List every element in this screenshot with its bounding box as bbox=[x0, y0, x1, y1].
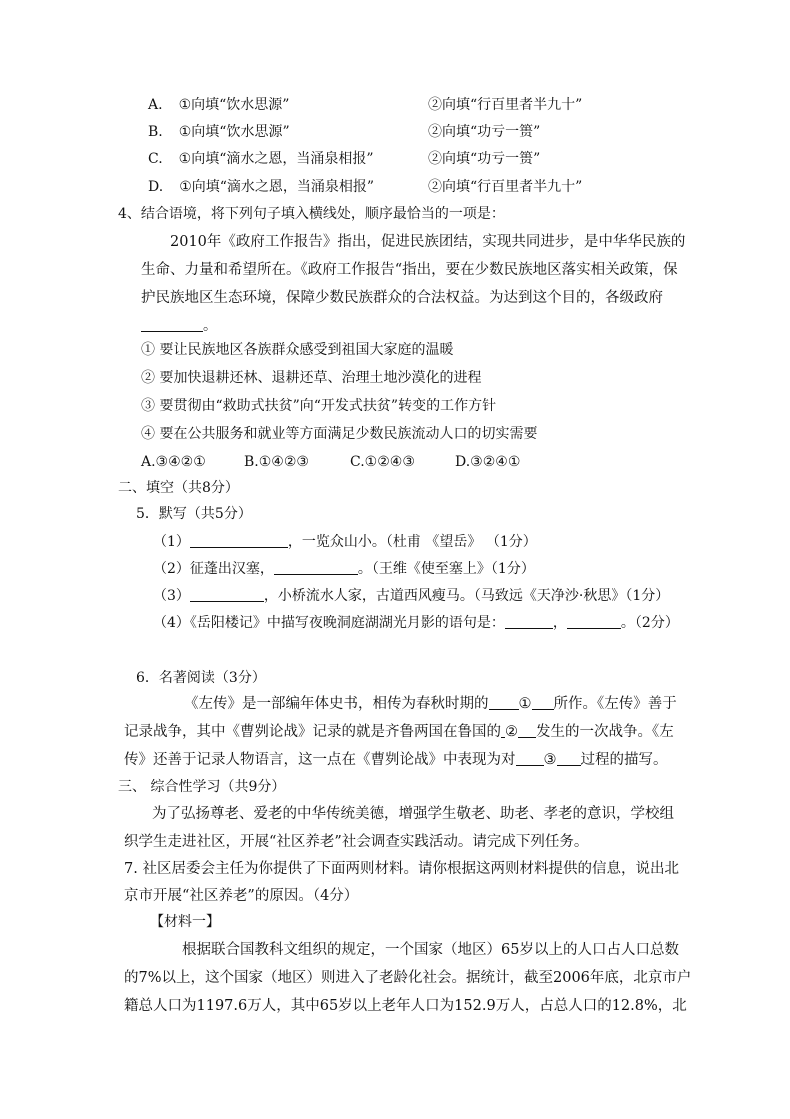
q4-passage-line: 生命、力量和希望所在。《政府工作报告“指出，要在少数民族地区落实相关政策，保 bbox=[141, 262, 678, 278]
q4-passage-line: 2010年《政府工作报告》指出，促进民族团结，实现共同进步，是中华华民族的 bbox=[170, 234, 686, 250]
q6-line-2: 记录战争，其中《曹刿论战》记录的就是齐鲁两国在鲁国的 ② 发生的一次战争。《左 bbox=[124, 724, 674, 740]
q6-title: 6．名著阅读（3分） bbox=[136, 670, 266, 686]
q4-choice-d: D.③②④① bbox=[455, 454, 521, 470]
option-letter: B. bbox=[148, 124, 163, 140]
q4-passage-line: 护民族地区生态环境，保障少数民族群众的合法权益。为达到这个目的，各级政府 bbox=[141, 290, 663, 306]
material-line: 根据联合国教科文组织的规定，一个国家（地区）65岁以上的人口占人口总数 bbox=[182, 942, 679, 958]
section-title: 二、填空（共8分） bbox=[118, 480, 239, 496]
blank-marker: ① bbox=[518, 696, 532, 712]
option-first: ①向填“饮水思源” bbox=[178, 97, 290, 113]
q7-line: 7. 社区居委会主任为你提供了下面两则材料。请你根据这两则材料提供的信息，说出北 bbox=[124, 861, 679, 877]
q4-item: ④ 要在公共服务和就业等方面满足少数民族流动人口的切实需要 bbox=[141, 426, 538, 442]
answer-blank[interactable] bbox=[532, 695, 554, 710]
q5-title: 5．默写（共5分） bbox=[136, 506, 252, 522]
q3-option-b bbox=[148, 122, 290, 142]
q4-blank-line: 。 bbox=[141, 316, 217, 336]
q3-option-d bbox=[148, 177, 374, 197]
q7-line: 京市开展“社区养老”的原因。（4分） bbox=[124, 888, 359, 904]
option-first: ①向填“滴水之恩，当涌泉相报” bbox=[178, 151, 374, 167]
answer-blank[interactable] bbox=[274, 560, 358, 575]
answer-blank[interactable] bbox=[190, 587, 264, 602]
q6-line-3: 传》还善于记录人物语言，这一点在《曹刿论战》中表现为对 ③ 过程的描写。 bbox=[124, 752, 668, 768]
q3-option-a-second: ②向填“行百里者半九十” bbox=[428, 97, 583, 113]
q4-choice-c: C.①②④③ bbox=[350, 454, 415, 470]
blank-marker: ③ bbox=[543, 752, 557, 768]
blank-marker: ② bbox=[505, 724, 518, 740]
q3-option-d-second: ②向填“行百里者半九十” bbox=[428, 179, 583, 195]
q3-option-c bbox=[148, 149, 374, 169]
answer-blank[interactable] bbox=[518, 723, 536, 738]
q3-option-b-second: ②向填“功亏一篑” bbox=[428, 124, 541, 140]
q4-stem: 4、结合语境，将下列句子填入横线处，顺序最恰当的一项是： bbox=[118, 206, 505, 222]
q5-line-4: （4）《岳阳楼记》中描写夜晚洞庭湖湖光月影的语句是： ， 。（2分） bbox=[153, 615, 679, 631]
option-letter: A. bbox=[148, 97, 163, 113]
q6-line-1: 《左传》是一部编年体史书，相传为春秋时期的 ① 所作。《左传》善于 bbox=[184, 696, 677, 712]
q4-choice-b: B.①④②③ bbox=[244, 454, 309, 470]
material-line: 的7%以上，这个国家（地区）则进入了老龄化社会。据统计，截至2006年底，北京市户 bbox=[124, 970, 692, 986]
material-title: 【材料一】 bbox=[150, 914, 220, 930]
answer-blank[interactable] bbox=[190, 533, 288, 548]
q4-choice-a: A.③④②① bbox=[141, 454, 206, 470]
intro-line: 织学生走进社区，开展“社区养老”社会调查实践活动。请完成下列任务。 bbox=[124, 834, 589, 850]
answer-blank[interactable] bbox=[567, 614, 621, 629]
q5-line-3: （3） ，小桥流水人家，古道西风瘦马。（马致远《天净沙·秋思》（1分） bbox=[153, 588, 670, 604]
answer-blank[interactable] bbox=[516, 751, 544, 766]
q3-option-a bbox=[148, 95, 289, 115]
q3-option-c-second: ②向填“功亏一篑” bbox=[428, 151, 541, 167]
q5-line-2: （2）征蓬出汉塞， 。（王维《使至塞上》（1分） bbox=[153, 561, 535, 577]
q4-item: ③ 要贯彻由“救助式扶贫”向“开发式扶贫”转变的工作方针 bbox=[141, 398, 497, 414]
section-title: 三、 综合性学习（共9分） bbox=[118, 779, 286, 795]
option-letter: C. bbox=[148, 151, 163, 167]
intro-line: 为了弘扬尊老、爱老的中华传统美德，增强学生敬老、助老、孝老的意识，学校组 bbox=[152, 806, 674, 822]
q4-item: ① 要让民族地区各族群众感受到祖国大家庭的温暖 bbox=[141, 342, 454, 358]
answer-blank[interactable] bbox=[557, 751, 581, 766]
q4-item: ② 要加快退耕还林、退耕还草、治理土地沙漠化的进程 bbox=[141, 370, 482, 386]
answer-blank[interactable] bbox=[505, 614, 553, 629]
answer-blank[interactable] bbox=[141, 317, 203, 332]
answer-blank[interactable] bbox=[489, 695, 519, 710]
option-letter: D. bbox=[148, 179, 164, 195]
material-line: 籍总人口为1197.6万人，其中65岁以上老年人口为152.9万人，占总人口的12.8%，北 bbox=[124, 998, 687, 1014]
option-first: ①向填“滴水之恩，当涌泉相报” bbox=[179, 179, 375, 195]
q5-line-1: （1） ，一览众山小。（杜甫 《望岳》 （1分） bbox=[153, 534, 537, 550]
option-first: ①向填“饮水思源” bbox=[178, 124, 290, 140]
